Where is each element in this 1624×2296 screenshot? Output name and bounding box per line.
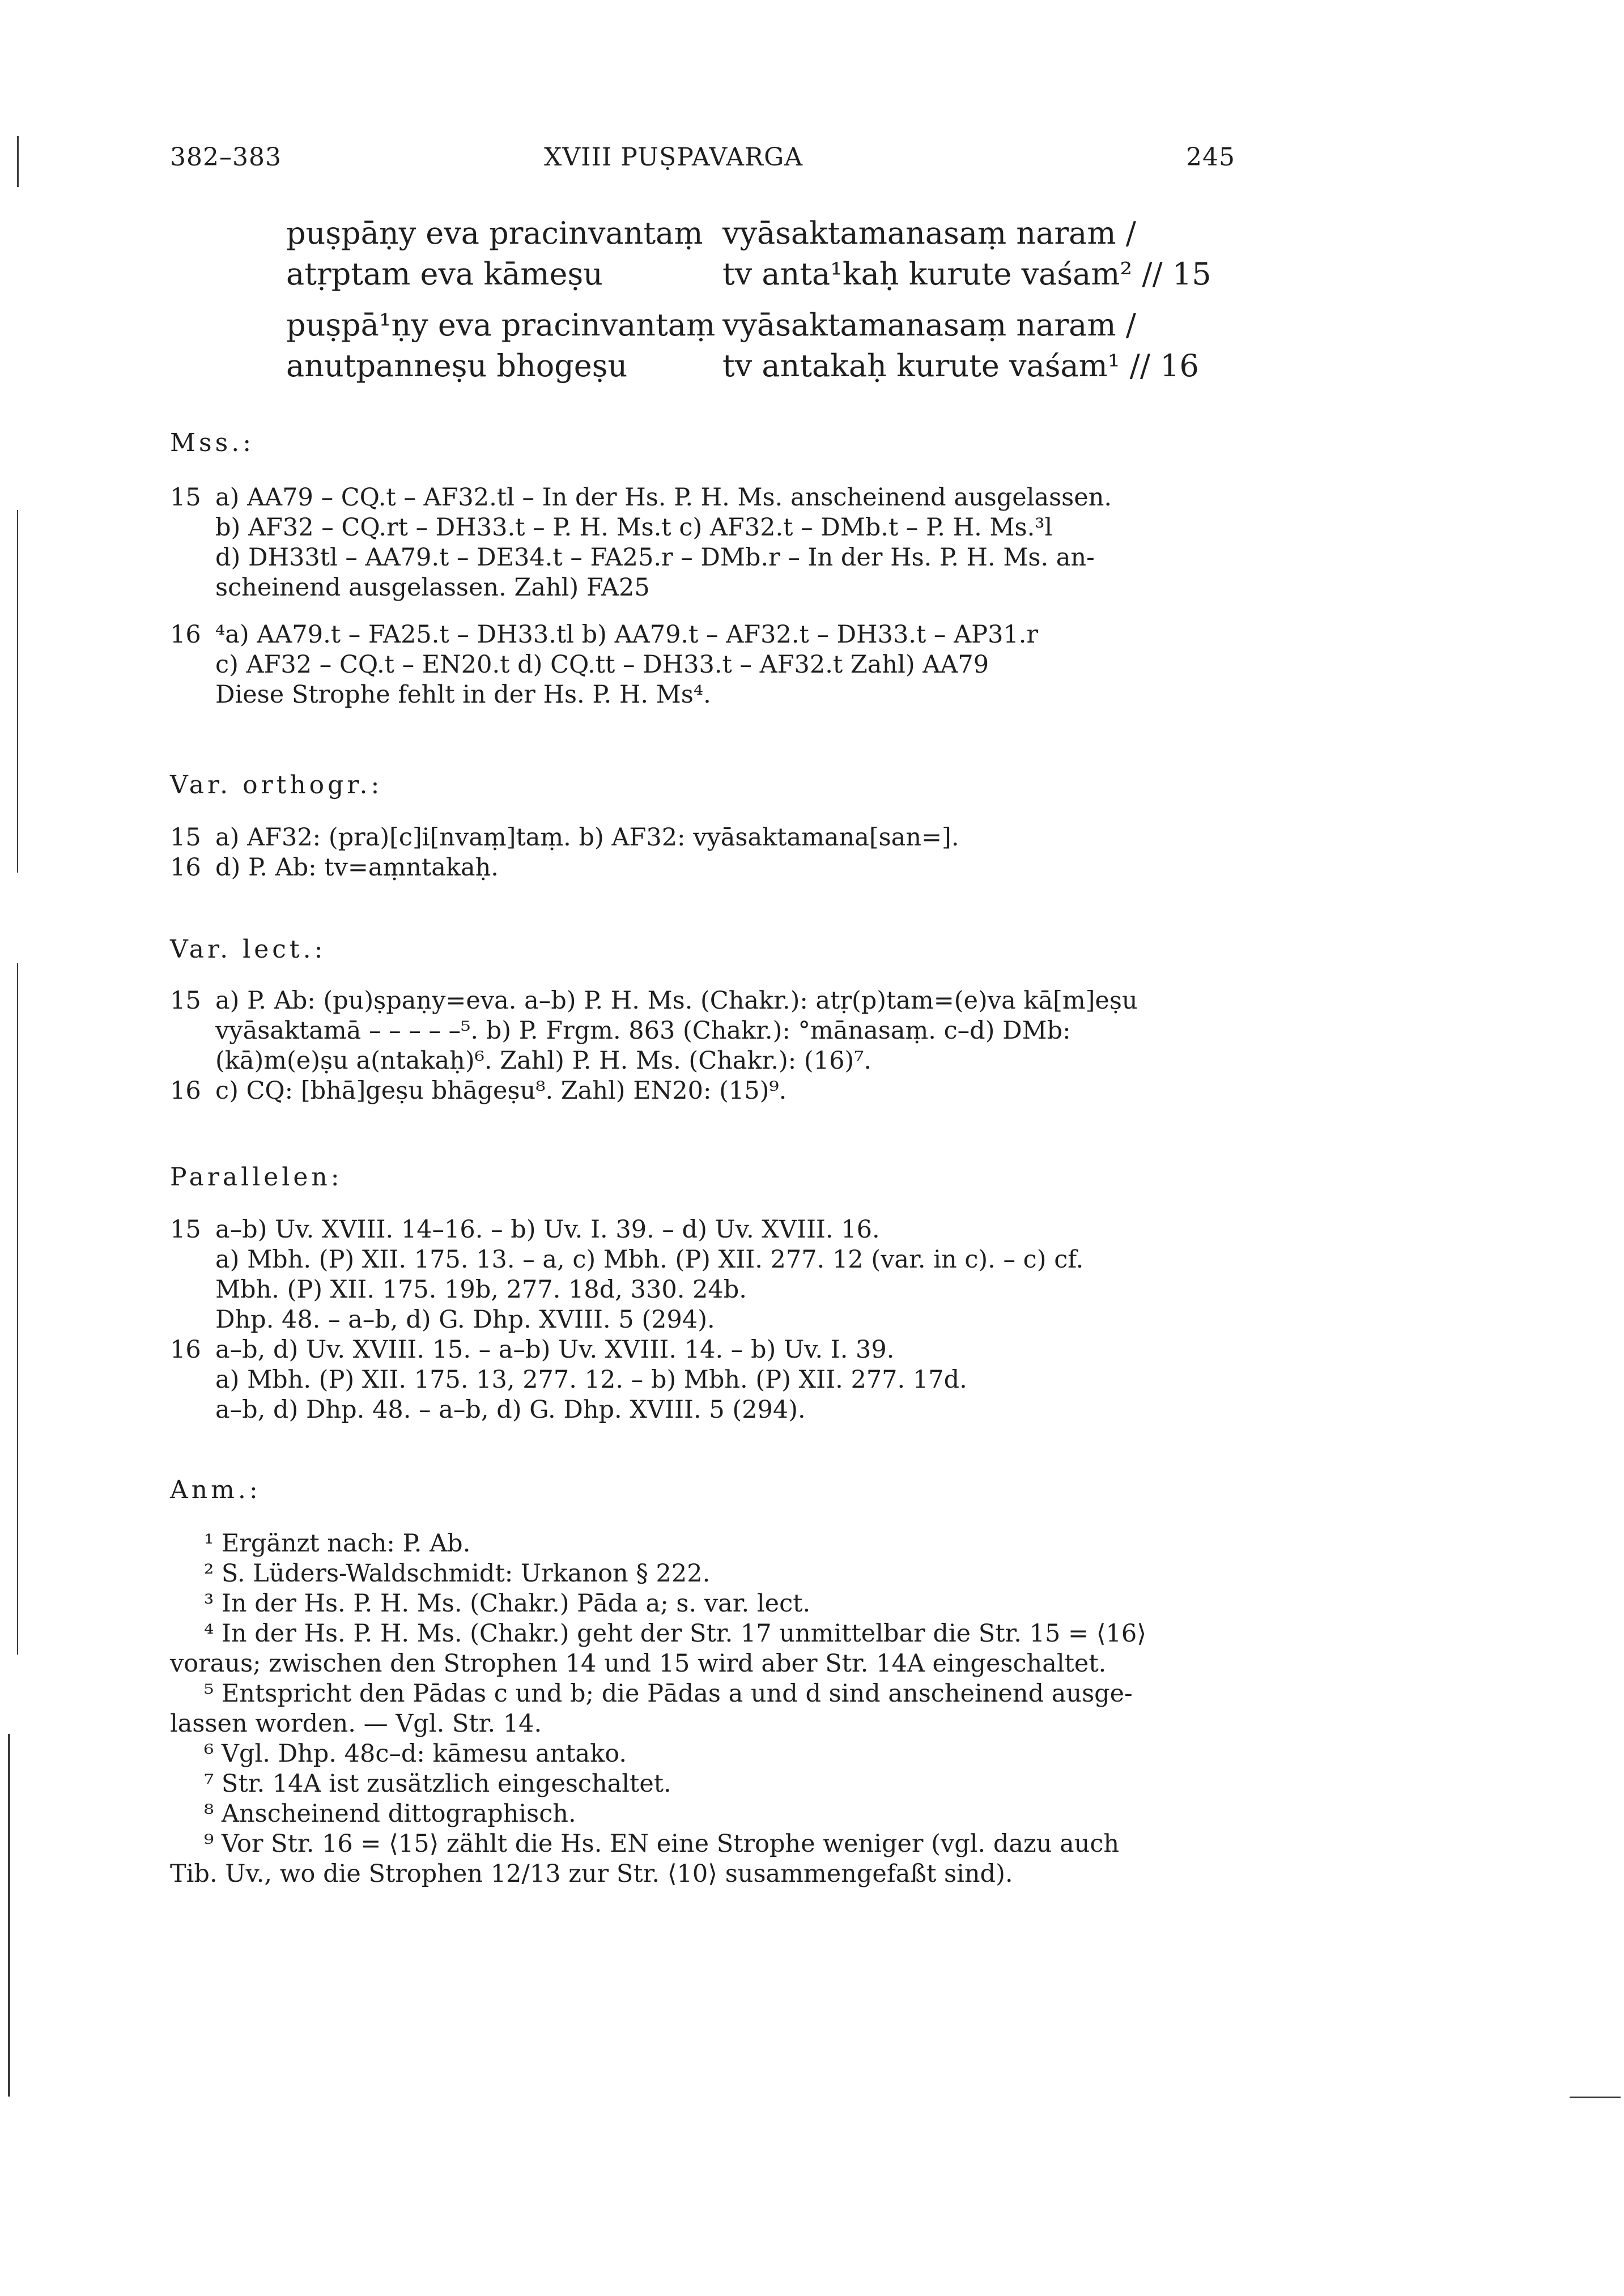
footnote-9-cont: Tib. Uv., wo die Strophen 12/13 zur Str. ⟨10⟩ susammengefaßt sind). xyxy=(170,1860,1013,1888)
footnote-5-cont: lassen worden. — Vgl. Str. 14. xyxy=(170,1710,542,1738)
running-head xyxy=(170,143,1235,182)
entry-line: c) AF32 – CQ.t – EN20.t d) CQ.tt – DH33.t – AF32.t Zahl) AA79 xyxy=(215,650,989,679)
verse-pada-b: vyāsaktamanasaṃ naram / xyxy=(722,215,1136,251)
footnote-1: ¹ Ergänzt nach: P. Ab. xyxy=(204,1529,471,1558)
section-label-parallelen: Parallelen: xyxy=(170,1163,343,1192)
entry-line: ⁴a) AA79.t – FA25.t – DH33.tl b) AA79.t – AF32.t – DH33.t – AP31.r xyxy=(215,620,1039,649)
verse-pada-c: atṛptam eva kāmeṣu xyxy=(286,256,603,292)
footnote-6: ⁶ Vgl. Dhp. 48c–d: kāmesu antako. xyxy=(204,1740,627,1768)
entry-line: d) DH33tl – AA79.t – DE34.t – FA25.r – DMb.r – In der Hs. P. H. Ms. an- xyxy=(215,543,1095,572)
entry-number: 16 xyxy=(170,620,201,649)
entry-number: 15 xyxy=(170,483,201,512)
entry-15 xyxy=(170,1215,1235,1335)
entry-line: a) AF32: (pra)[c]i[nvaṃ]taṃ. b) AF32: vyāsaktamana[san=]. xyxy=(215,823,959,852)
scan-margin-line xyxy=(17,510,18,873)
entry-number: 16 xyxy=(170,853,201,882)
footnotes-block xyxy=(170,1529,1235,1889)
scan-margin-line xyxy=(1570,2097,1621,2098)
entry-number: 15 xyxy=(170,823,201,852)
entry-number: 15 xyxy=(170,1215,201,1244)
footnote-9: ⁹ Vor Str. 16 = ⟨15⟩ zählt die Hs. EN eine Strophe weniger (vgl. dazu auch xyxy=(204,1830,1120,1858)
entry-line: a–b, d) Dhp. 48. – a–b, d) G. Dhp. XVIII. 5 (294). xyxy=(215,1396,806,1424)
entry-line: (kā)m(e)ṣu a(ntakaḥ)⁶. Zahl) P. H. Ms. (Chakr.): (16)⁷. xyxy=(215,1047,872,1075)
entry-16 xyxy=(170,620,1235,710)
entry-line: a) Mbh. (P) XII. 175. 13, 277. 12. – b) Mbh. (P) XII. 277. 17d. xyxy=(215,1366,967,1394)
section-label-var-lect: Var. lect.: xyxy=(170,935,326,964)
entry-line: a) AA79 – CQ.t – AF32.tl – In der Hs. P. H. Ms. anscheinend ausgelassen. xyxy=(215,483,1112,512)
verse-pada-a: puṣpā¹ṇy eva pracinvantaṃ xyxy=(286,307,716,343)
entry-line: a–b) Uv. XVIII. 14–16. – b) Uv. I. 39. – d) Uv. XVIII. 16. xyxy=(215,1215,880,1244)
section-label-mss: Mss.: xyxy=(170,428,255,457)
section-label-anm: Anm.: xyxy=(170,1476,261,1504)
footnote-2: ² S. Lüders-Waldschmidt: Urkanon § 222. xyxy=(204,1559,711,1588)
scan-margin-line xyxy=(17,963,18,1655)
footnote-5: ⁵ Entspricht den Pādas c und b; die Pādas a und d sind anscheinend ausge- xyxy=(204,1680,1133,1708)
entry-line: vyāsaktamā – – – – –⁵. b) P. Frgm. 863 (Chakr.): °mānasaṃ. c–d) DMb: xyxy=(215,1017,1071,1045)
section-label-var-orthogr: Var. orthogr.: xyxy=(170,771,383,800)
entry-16 xyxy=(170,853,1235,883)
footnote-4: ⁴ In der Hs. P. H. Ms. (Chakr.) geht der Str. 17 unmittelbar die Str. 15 = ⟨16⟩ xyxy=(204,1619,1146,1648)
footnote-7: ⁷ Str. 14A ist zusätzlich eingeschaltet. xyxy=(204,1770,671,1798)
entry-line: scheinend ausgelassen. Zahl) FA25 xyxy=(215,573,650,602)
var-orthogr-block xyxy=(170,823,1235,883)
entry-number: 16 xyxy=(170,1336,201,1364)
entry-line: Diese Strophe fehlt in der Hs. P. H. Ms⁴. xyxy=(215,681,711,709)
entry-line: Mbh. (P) XII. 175. 19b, 277. 18d, 330. 24b. xyxy=(215,1275,747,1304)
entry-number: 15 xyxy=(170,987,201,1015)
footnote-4-cont: voraus; zwischen den Strophen 14 und 15 wird aber Str. 14A eingeschaltet. xyxy=(170,1649,1107,1678)
entry-line: a–b, d) Uv. XVIII. 15. – a–b) Uv. XVIII. 14. – b) Uv. I. 39. xyxy=(215,1336,895,1364)
entry-16 xyxy=(170,1076,1235,1106)
chapter-title: XVIII PUṢPAVARGA xyxy=(544,143,804,172)
footnote-3: ³ In der Hs. P. H. Ms. (Chakr.) Pāda a; s. var. lect. xyxy=(204,1589,811,1618)
entry-line: a) P. Ab: (pu)ṣpaṇy=eva. a–b) P. H. Ms. (Chakr.): atṛ(p)tam=(e)va kā[m]eṣu xyxy=(215,987,1138,1015)
verse-pada-a: puṣpāṇy eva pracinvantaṃ xyxy=(286,215,703,251)
entry-line: Dhp. 48. – a–b, d) G. Dhp. XVIII. 5 (294). xyxy=(215,1306,715,1334)
entry-16 xyxy=(170,1335,1235,1425)
entry-line: d) P. Ab: tv=aṃntakaḥ. xyxy=(215,853,499,882)
var-lect-block xyxy=(170,986,1235,1106)
entry-line: b) AF32 – CQ.rt – DH33.t – P. H. Ms.t c) AF32.t – DMb.t – P. H. Ms.³l xyxy=(215,513,1053,542)
verse-pada-b: vyāsaktamanasaṃ naram / xyxy=(722,307,1136,343)
parallelen-block xyxy=(170,1215,1235,1425)
entry-15 xyxy=(170,823,1235,853)
scan-margin-line xyxy=(8,1734,10,2097)
verse-pada-d: tv antakaḥ kurute vaśam¹ // 16 xyxy=(722,348,1199,384)
entry-line: a) Mbh. (P) XII. 175. 13. – a, c) Mbh. (P) XII. 277. 12 (var. in c). – c) cf. xyxy=(215,1245,1084,1274)
page-number: 245 xyxy=(1186,143,1235,172)
verse-pada-c: anutpanneṣu bhogeṣu xyxy=(286,348,628,384)
entry-15 xyxy=(170,483,1235,603)
entry-line: c) CQ: [bhā]geṣu bhāgeṣu⁸. Zahl) EN20: (15)⁹. xyxy=(215,1077,787,1105)
footnote-8: ⁸ Anscheinend dittographisch. xyxy=(204,1800,576,1828)
entry-number: 16 xyxy=(170,1077,201,1105)
page-range: 382–383 xyxy=(170,143,282,172)
verse-pada-d: tv anta¹kaḥ kurute vaśam² // 15 xyxy=(722,256,1211,292)
mss-block xyxy=(170,483,1235,710)
scan-margin-line xyxy=(17,136,19,187)
entry-15 xyxy=(170,986,1235,1076)
